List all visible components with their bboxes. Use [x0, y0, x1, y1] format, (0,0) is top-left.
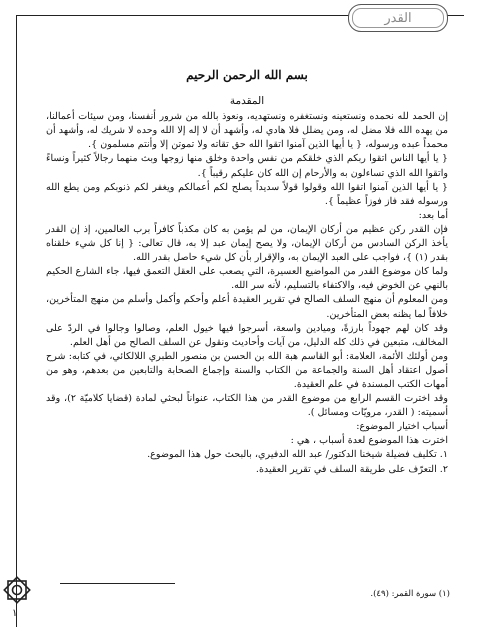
- paragraph: { يا أيها الناس اتقوا ربكم الذي خلقكم من نفس واحدة وخلق منها زوجها وبث منهما رجالاً كثيراً ونساءً واتقوا الله الذي تساءلون به والأرحام إن الله كان عليكم رقيباً }.: [46, 153, 448, 179]
- paragraph: اخترت هذا الموضوع لعدة أسباب ، هي :: [290, 435, 448, 447]
- list-item: ١. تكليف فضيلة شيخنا الدكتور/ عبد الله الدفيري، بالبحث حول هذا الموضوع.: [147, 449, 448, 461]
- octagram-ornament-icon: [2, 575, 32, 605]
- page-frame-left: [16, 15, 17, 627]
- page-content: [46, 68, 448, 477]
- paragraph: ومن أولئك الأئمة، العلامة: أبو القاسم هبة الله بن الحسن بن منصور الطبري اللالكائي، في كتابه: شرح أصول اعتقاد أهل السنة والجماعة من الكتاب والسنة وإجماع الصحابة والتابعين من بعدهم، وهو من أمهات الكتب المسندة في علم العقيدة.: [46, 350, 448, 390]
- paragraph: فإن القدر ركن عظيم من أركان الإيمان، من لم يؤمن به كان مكذباً كافراً برب العالمين، إذ إن القدر يأخذ الركن السادس من أركان الإيمان، ولا يصح إيمان عبد إلا به، قال تعالى: { إنا كل شيء خلقناه بقدر (١) }، فواجب على العبد الإيمان به، والإقرار بأن كل شيء حاصل بقدر الله.: [46, 223, 448, 264]
- section-heading: أسباب اختيار الموضوع:: [356, 421, 448, 433]
- paragraph: وقد كان لهم جهوداً بارزةً، وميادين واسعة، أسرجوا فيها خيول العلم، وصالوا وجالوا في الردّ على المخالف، متبعين في ذلك كله الدليل، من آيات وأحاديث ونقول عن السلف الصالح من أهل العلم.: [46, 322, 448, 348]
- paragraph: ولما كان موضوع القدر من المواضيع العسيرة، التي يصعب على العقل التعمق فيها، جاء الشارع الحكيم بالنهي عن الخوض فيه، والاكتفاء بالتسليم، لأنه سر الله.: [46, 266, 448, 292]
- page-number: ١: [12, 608, 18, 619]
- footnote: (١) سورة القمر: (٤٩).: [370, 589, 450, 599]
- header-badge: [348, 4, 448, 32]
- paragraph: ومن المعلوم أن منهج السلف الصالح في تقرير العقيدة أعلم وأحكم وأكمل وأسلم من منهج المتأخرين، خلافاً لما يظنه بعض المتأخرين.: [46, 294, 448, 320]
- paragraph: أما بعد:: [418, 209, 448, 221]
- header-title: القدر: [384, 10, 412, 26]
- paragraph: وقد اخترت القسم الرابع من موضوع القدر من هذا الكتاب، عنواناً لبحثي لمادة (قضايا كلاميّة ٢)، وقد أسميته: ( القدر، مرويّات ومسائل ).: [46, 393, 448, 419]
- introduction-heading: المقدمة: [229, 95, 265, 108]
- basmala: بسم الله الرحمن الرحيم: [186, 68, 308, 82]
- paragraph: إن الحمد لله نحمده ونستعينه ونستغفره ونستهديه، ونعوذ بالله من شرور أنفسنا، ومن سيئات أعمالنا، من يهده الله فلا مضل له، ومن يضلل فلا هادي له، وأشهد أن لا إله إلا الله وحده لا شريك له، وأشهد أن محمداً عبده ورسوله، { يا أيها الذين آمنوا اتقوا الله حق تقاته ولا تموتن إلا وأنتم مسلمون }.: [46, 111, 448, 151]
- paragraph: { يا أيها الذين آمنوا اتقوا الله وقولوا قولاً سديداً يصلح لكم أعمالكم ويغفر لكم ذنوبكم ومن يطع الله ورسوله فقد فاز فوزاً عظيماً }.: [46, 181, 448, 207]
- footnote-divider: [60, 583, 175, 584]
- list-item: ٢. التعرّف على طريقة السلف في تقرير العقيدة.: [255, 463, 448, 475]
